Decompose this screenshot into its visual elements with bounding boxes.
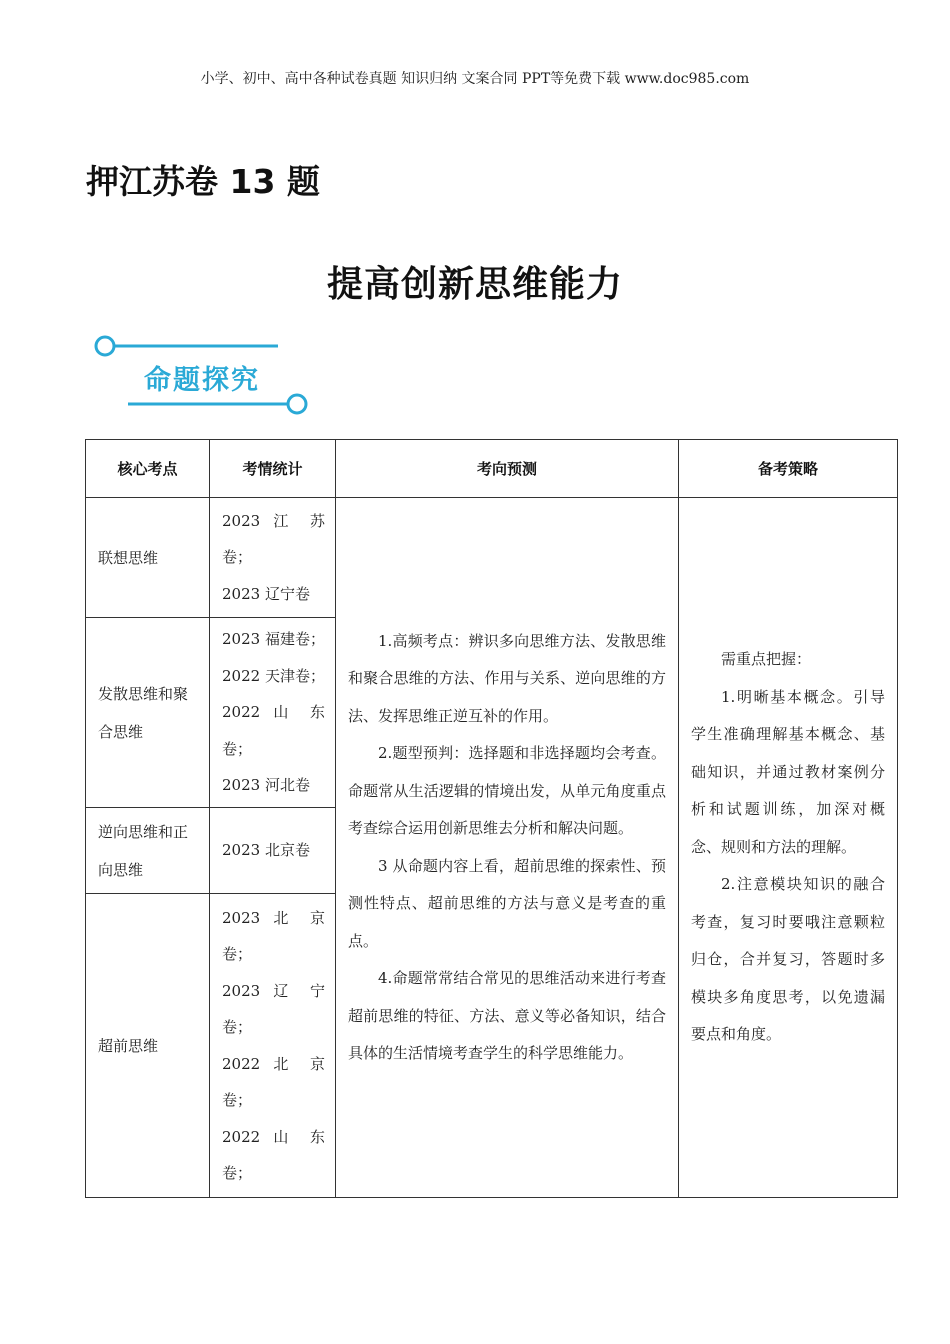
stats-line: 2023 辽 宁 bbox=[222, 981, 325, 1000]
strategy-paragraph: 1.明晰基本概念。引导学生准确理解基本概念、基础知识，并通过教材案例分析和试题训练，加深对概念、规则和方法的理解。 bbox=[691, 687, 885, 856]
prediction-cell bbox=[336, 498, 679, 1198]
page-header: 小学、初中、高中各种试卷真题 知识归纳 文案合同 PPT等免费下载 www.doc985.com bbox=[200, 71, 750, 87]
column-header: 考情统计 bbox=[210, 440, 336, 498]
stats-line: 卷； bbox=[222, 739, 253, 758]
table-row bbox=[86, 498, 898, 618]
stats-line: 2023 北 京 bbox=[222, 908, 325, 927]
column-header: 备考策略 bbox=[679, 440, 898, 498]
strategy-paragraph: 2.注意模块知识的融合考查，复习时要哦注意颗粒归仓，合并复习，答题时多模块多角度思考，以免遗漏要点和角度。 bbox=[691, 875, 885, 1044]
stats-line: 2023 辽宁卷 bbox=[222, 584, 310, 603]
stats-line: 卷； bbox=[222, 548, 253, 567]
stats-line: 2022 山 东 bbox=[222, 1127, 325, 1146]
column-header: 核心考点 bbox=[86, 440, 210, 498]
stats-cell bbox=[210, 618, 336, 808]
prediction-paragraph: 3 从命题内容上看，超前思维的探索性、预测性特点、超前思维的方法与意义是考查的重点。 bbox=[348, 856, 666, 950]
stats-line: 2023 江 苏 bbox=[222, 511, 325, 530]
topic-cell: 超前思维 bbox=[86, 894, 210, 1198]
stats-cell bbox=[210, 808, 336, 894]
stats-line: 卷； bbox=[222, 1018, 253, 1036]
stats-line: 2023 北京卷 bbox=[222, 841, 310, 860]
prediction-paragraph: 4.命题常常结合常见的思维活动来进行考查超前思维的特征、方法、意义等必备知识，结合具体的生活情境考查学生的科学思维能力。 bbox=[348, 969, 666, 1062]
stats-cell bbox=[210, 498, 336, 618]
banner-label: 命题探究 bbox=[144, 365, 260, 396]
main-title: 提高创新思维能力 bbox=[326, 264, 623, 305]
topic-cell: 发散思维和聚合思维 bbox=[86, 618, 210, 808]
stats-line: 2023 河北卷 bbox=[222, 776, 310, 795]
stats-cell bbox=[210, 894, 336, 1198]
stats-line: 卷； bbox=[222, 1164, 253, 1182]
stats-line: 卷； bbox=[222, 945, 253, 963]
stats-line: 2022 天津卷； bbox=[222, 666, 325, 685]
document-title: 押江苏卷 13 题 bbox=[86, 162, 320, 201]
table-header-row bbox=[86, 440, 898, 498]
strategy-paragraph: 需重点把握： bbox=[721, 650, 812, 669]
stats-line: 2022 北 京 bbox=[222, 1054, 325, 1073]
stats-line: 2023 福建卷； bbox=[222, 630, 325, 649]
topic-cell: 逆向思维和正向思维 bbox=[86, 808, 210, 894]
prediction-paragraph: 2.题型预判：选择题和非选择题均会考查。命题常从生活逻辑的情境出发，从单元角度重点考查综合运用创新思维去分析和解决问题。 bbox=[348, 744, 666, 837]
stats-line: 卷； bbox=[222, 1091, 253, 1109]
prediction-paragraph: 1.高频考点：辨识多向思维方法、发散思维和聚合思维的方法、作用与关系、逆向思维的方法、发挥思维正逆互补的作用。 bbox=[348, 631, 666, 725]
stats-line: 2022 山 东 bbox=[222, 703, 325, 722]
column-header: 考向预测 bbox=[336, 440, 679, 498]
strategy-cell bbox=[679, 498, 898, 1198]
section-banner bbox=[90, 328, 320, 420]
topic-cell: 联想思维 bbox=[86, 498, 210, 618]
exam-analysis-table bbox=[85, 439, 898, 1198]
